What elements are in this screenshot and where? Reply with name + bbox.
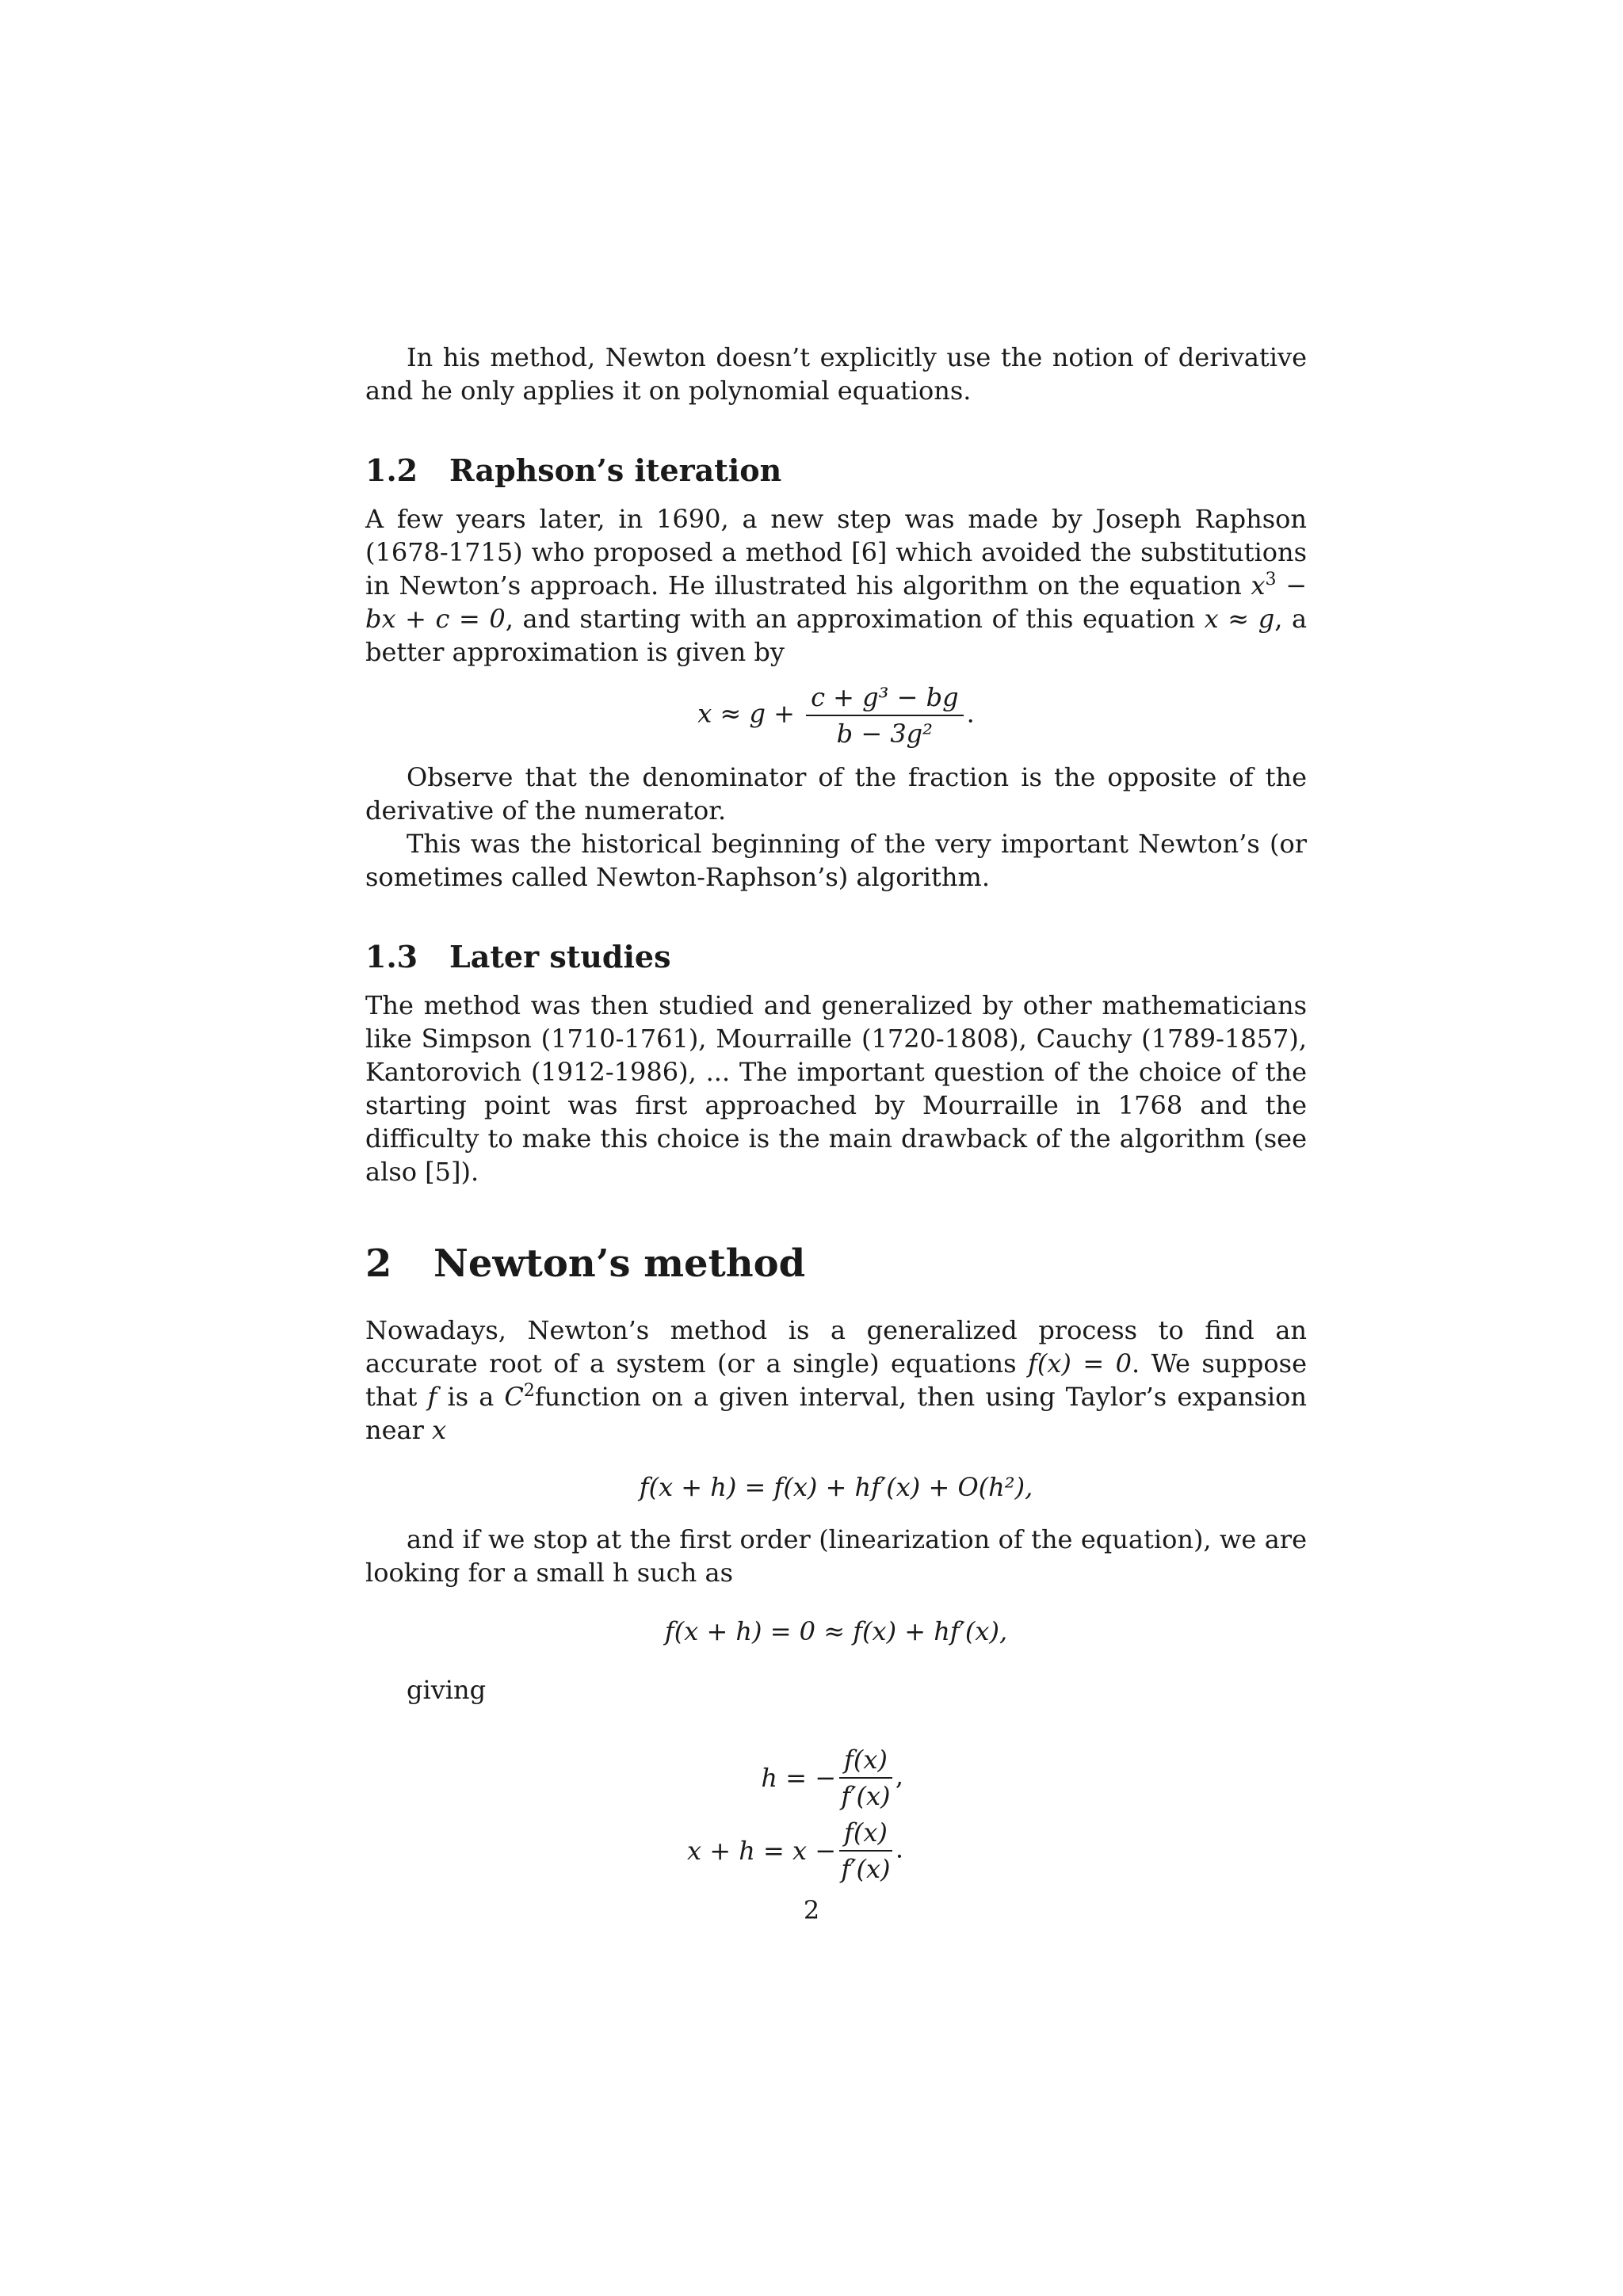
fraction-denominator: f′(x) — [841, 1781, 891, 1811]
equation-lhs: x ≈ g + — [697, 698, 804, 729]
taylor-equation: f(x + h) = f(x) + hf′(x) + O(h²), — [639, 1472, 1033, 1502]
section-heading-1-3 — [365, 938, 1307, 976]
inline-equation — [504, 1382, 534, 1412]
text-run: , and starting with an approximation of this equation — [505, 604, 1205, 634]
text-run: function on a given interval, then using Taylor’s expansion near — [365, 1382, 1307, 1445]
equation-rhs — [836, 1744, 1018, 1812]
fraction — [806, 681, 964, 749]
math-var: C — [504, 1382, 524, 1412]
inline-equation: x ≈ g — [1204, 604, 1275, 634]
fraction-numerator: f(x) — [839, 1744, 892, 1779]
later-studies-paragraph: The method was then studied and generalized by other mathematicians like Simpson (1710-1761), Mourraille (1720-1808), Cauchy (1789-1857), Kantorovich (1912-1986), ... The important question of the choice of the starting point was first approached by Mourraille in 1768 and the difficulty to make this choice is the main drawback of the algorithm (see also [5]). — [365, 990, 1307, 1187]
inline-equation: x — [432, 1415, 447, 1445]
linearized-equation: f(x + h) = 0 ≈ f(x) + hf′(x), — [664, 1616, 1008, 1646]
historical-paragraph: This was the historical beginning of the very important Newton’s (or sometimes called Newton-Raphson’s) algorithm. — [365, 829, 1307, 892]
text-run: A few years later, in 1690, a new step was made by Joseph Raphson (1678-1715) who proposed a method [6] which avoided the substitutions in Newton’s approach. He illustrated his algorithm on the equation — [365, 504, 1307, 601]
section-title: Later studies — [449, 939, 671, 974]
section-heading-2 — [365, 1241, 1307, 1287]
equation-rhs — [836, 1817, 1018, 1885]
intro-paragraph: In his method, Newton doesn’t explicitly use the notion of derivative and he only applies it on polynomial equations. — [365, 342, 1307, 406]
equation-row-x — [365, 1814, 1307, 1887]
fraction — [839, 1744, 892, 1812]
text-column — [365, 341, 1307, 1887]
equation-lhs: x + h = x − — [687, 1836, 836, 1866]
inline-equation: f(x) = 0 — [1028, 1348, 1132, 1379]
text-run: , a better approximation is given by — [365, 604, 1308, 667]
equation-end: . — [966, 698, 975, 729]
page-number: 2 — [803, 1895, 820, 1925]
raphson-paragraph — [365, 502, 1307, 669]
section-title: Newton’s method — [433, 1241, 806, 1286]
raphson-equation — [365, 681, 1307, 749]
fraction-denominator: f′(x) — [841, 1854, 891, 1884]
fraction — [839, 1817, 892, 1885]
math-rest: − bx + c = 0 — [365, 570, 1308, 634]
fraction-numerator: f(x) — [839, 1817, 892, 1852]
section-heading-1-2 — [365, 452, 1307, 490]
math-var: x — [1251, 570, 1266, 601]
giving-text: giving — [407, 1675, 487, 1705]
section-number: 2 — [365, 1241, 392, 1286]
inline-equation: f — [427, 1382, 437, 1412]
section-number: 1.3 — [365, 939, 418, 974]
section-title: Raphson’s iteration — [449, 452, 782, 488]
equation-lhs: h = − — [761, 1763, 836, 1793]
fraction-denominator: b − 3g² — [836, 719, 933, 749]
text-run: Nowadays, Newton’s method is a generalized process to find an accurate root of a system (or a single) equations — [365, 1315, 1307, 1379]
math-superscript: 2 — [523, 1381, 535, 1401]
linearization-paragraph: and if we stop at the first order (linearization of the equation), we are looking for a small h such as — [365, 1524, 1307, 1588]
math-superscript: 3 — [1265, 570, 1277, 589]
newton-step-equations — [365, 1741, 1307, 1887]
section-number: 1.2 — [365, 452, 418, 488]
text-run: is a — [437, 1382, 505, 1412]
text-run: . We suppose that — [365, 1348, 1308, 1412]
equation-row-h — [365, 1741, 1307, 1814]
observe-paragraph: Observe that the denominator of the fraction is the opposite of the derivative of the numerator. — [365, 762, 1307, 826]
equation-end: . — [895, 1833, 904, 1864]
newton-paragraph — [365, 1314, 1307, 1447]
equation-end: , — [895, 1760, 904, 1791]
fraction-numerator: c + g³ − bg — [806, 681, 964, 716]
